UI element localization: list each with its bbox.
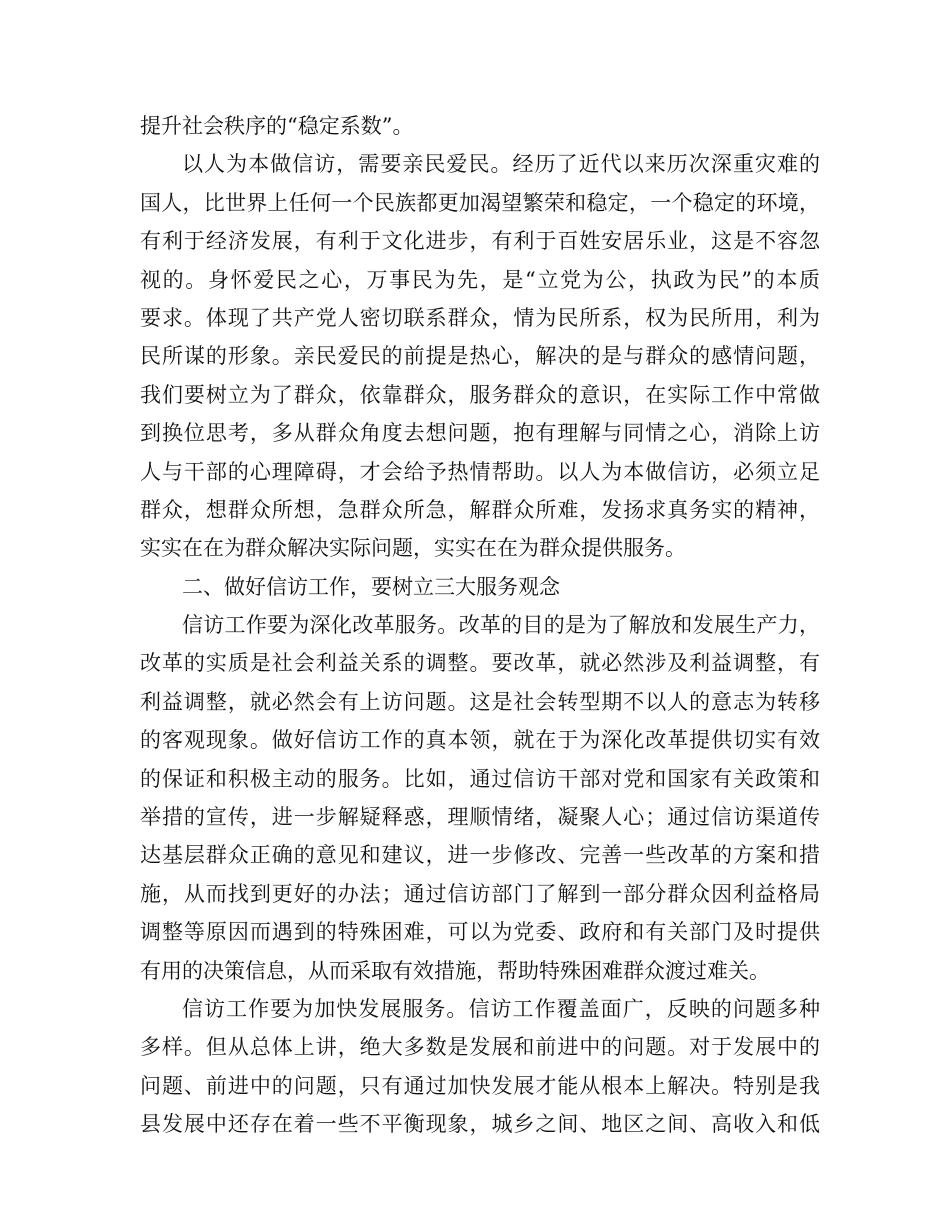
- text-line: 改革的实质是社会利益关系的调整。要改革，就必然涉及利益调整，有: [140, 651, 820, 676]
- text-line: 国人，比世界上任何一个民族都更加渴望繁荣和稳定，一个稳定的环境，: [140, 190, 820, 215]
- text-line: 利益调整，就必然会有上访问题。这是社会转型期不以人的意志为转移: [140, 689, 820, 714]
- text-line: 视的。身怀爱民之心，万事民为先，是“立党为公，执政为民”的本质: [140, 267, 820, 292]
- text-line: 的客观现象。做好信访工作的真本领，就在于为深化改革提供切实有效: [140, 728, 820, 753]
- text-line: 县发展中还存在着一些不平衡现象，城乡之间、地区之间、高收入和低: [140, 1112, 820, 1137]
- text-line: 到换位思考，多从群众角度去想问题，抱有理解与同情之心，消除上访: [140, 421, 820, 446]
- text-line: 信访工作要为加快发展服务。信访工作覆盖面广，反映的问题多种: [182, 996, 820, 1021]
- text-line: 举措的宣传，进一步解疑释惑，理顺情绪，凝聚人心；通过信访渠道传: [140, 805, 820, 830]
- text-line: 信访工作要为深化改革服务。改革的目的是为了解放和发展生产力，: [182, 613, 820, 638]
- text-line: 达基层群众正确的意见和建议，进一步修改、完善一些改革的方案和措: [140, 843, 820, 868]
- section-heading: 二、做好信访工作，要树立三大服务观念: [182, 574, 560, 599]
- text-line: 要求。体现了共产党人密切联系群众，情为民所系，权为民所用，利为: [140, 305, 820, 330]
- text-line: 有用的决策信息，从而采取有效措施，帮助特殊困难群众渡过难关。: [140, 958, 770, 983]
- text-line: 实实在在为群众解决实际问题，实实在在为群众提供服务。: [140, 536, 686, 561]
- text-line: 我们要树立为了群众，依靠群众，服务群众的意识，在实际工作中常做: [140, 382, 820, 407]
- text-line: 施，从而找到更好的办法；通过信访部门了解到一部分群众因利益格局: [140, 881, 820, 906]
- text-line: 的保证和积极主动的服务。比如，通过信访干部对党和国家有关政策和: [140, 766, 820, 791]
- text-line: 调整等原因而遇到的特殊困难，可以为党委、政府和有关部门及时提供: [140, 920, 820, 945]
- text-line: 多样。但从总体上讲，绝大多数是发展和前进中的问题。对于发展中的: [140, 1035, 820, 1060]
- text-line: 提升社会秩序的“稳定系数”。: [140, 114, 414, 138]
- text-line: 有利于经济发展，有利于文化进步，有利于百姓安居乐业，这是不容忽: [140, 229, 820, 254]
- text-line: 以人为本做信访，需要亲民爱民。经历了近代以来历次深重灾难的: [182, 152, 820, 177]
- text-line: 群众，想群众所想，急群众所急，解群众所难，发扬求真务实的精神，: [140, 497, 820, 522]
- document-body: [140, 107, 820, 1144]
- text-line: 民所谋的形象。亲民爱民的前提是热心，解决的是与群众的感情问题，: [140, 344, 820, 369]
- text-line: 问题、前进中的问题，只有通过加快发展才能从根本上解决。特别是我: [140, 1073, 820, 1098]
- text-line: 人与干部的心理障碍，才会给予热情帮助。以人为本做信访，必须立足: [140, 459, 820, 484]
